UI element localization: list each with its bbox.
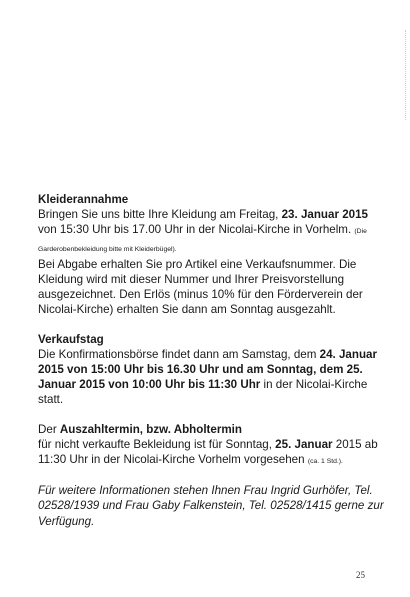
auszahltermin-date: 25. Januar bbox=[275, 437, 333, 451]
kleiderannahme-text-3: Bei Abgabe erhalten Sie pro Artikel eine Verkaufsnummer. Die Kleidung wird mit dieser Nummer und Ihrer Preisvorstellung ausgezeichnet. Den Erlös (minus 10% für den Förderverein der Nicolai-Kirche) erhalten Sie dann am Sonntag ausgezahlt. bbox=[38, 257, 363, 317]
auszahltermin-text-2: 2015 ab 11:30 Uhr in der Nicolai-Kirche Vorhelm vorgesehen bbox=[38, 437, 378, 467]
heading-kleiderannahme: Kleiderannahme bbox=[38, 193, 129, 206]
page-number: 25 bbox=[356, 570, 365, 580]
section-kleiderannahme bbox=[38, 192, 388, 318]
info-contacts: Für weitere Informationen stehen Ihnen Frau Ingrid Gurhöfer, Tel. 02528/1939 und Frau Gaby Falkenstein, Tel. 02528/1415 gerne zur Verfügung. bbox=[38, 484, 384, 528]
verkaufstag-text-1: Die Konfirmationsbörse findet dann am Samstag, dem bbox=[38, 347, 320, 361]
scan-edge-marks bbox=[402, 30, 406, 120]
kleiderannahme-note: (Die Garderobenbekleidung bitte mit Kleiderbügel). bbox=[38, 228, 367, 253]
heading-verkaufstag: Verkaufstag bbox=[38, 332, 104, 346]
section-verkaufstag bbox=[38, 332, 388, 408]
kleiderannahme-text-2: von 15:30 Uhr bis 17.00 Uhr in der Nicolai-Kirche in Vorhelm. bbox=[38, 223, 355, 237]
auszahltermin-text-1: für nicht verkaufte Bekleidung ist für Sonntag, bbox=[38, 437, 276, 451]
auszahltermin-prefix: Der bbox=[38, 422, 60, 436]
document-body bbox=[38, 192, 388, 543]
verkaufstag-dates: 24. Januar 2015 von 15:00 Uhr bis 16.30 Uhr und am Sonntag, dem 25. Januar 2015 von 10:00 Uhr bis 11:30 Uhr bbox=[38, 347, 377, 392]
verkaufstag-text-2: in der Nicolai-Kirche statt. bbox=[38, 378, 368, 407]
section-auszahltermin bbox=[38, 422, 388, 470]
auszahltermin-note: (ca. 1 Std.). bbox=[307, 458, 343, 466]
kleiderannahme-text-1: Bringen Sie uns bitte Ihre Kleidung am Freitag, bbox=[38, 208, 282, 222]
heading-auszahltermin: Auszahltermin, bzw. Abholtermin bbox=[59, 422, 242, 436]
kleiderannahme-date: 23. Januar 2015 bbox=[281, 208, 368, 222]
